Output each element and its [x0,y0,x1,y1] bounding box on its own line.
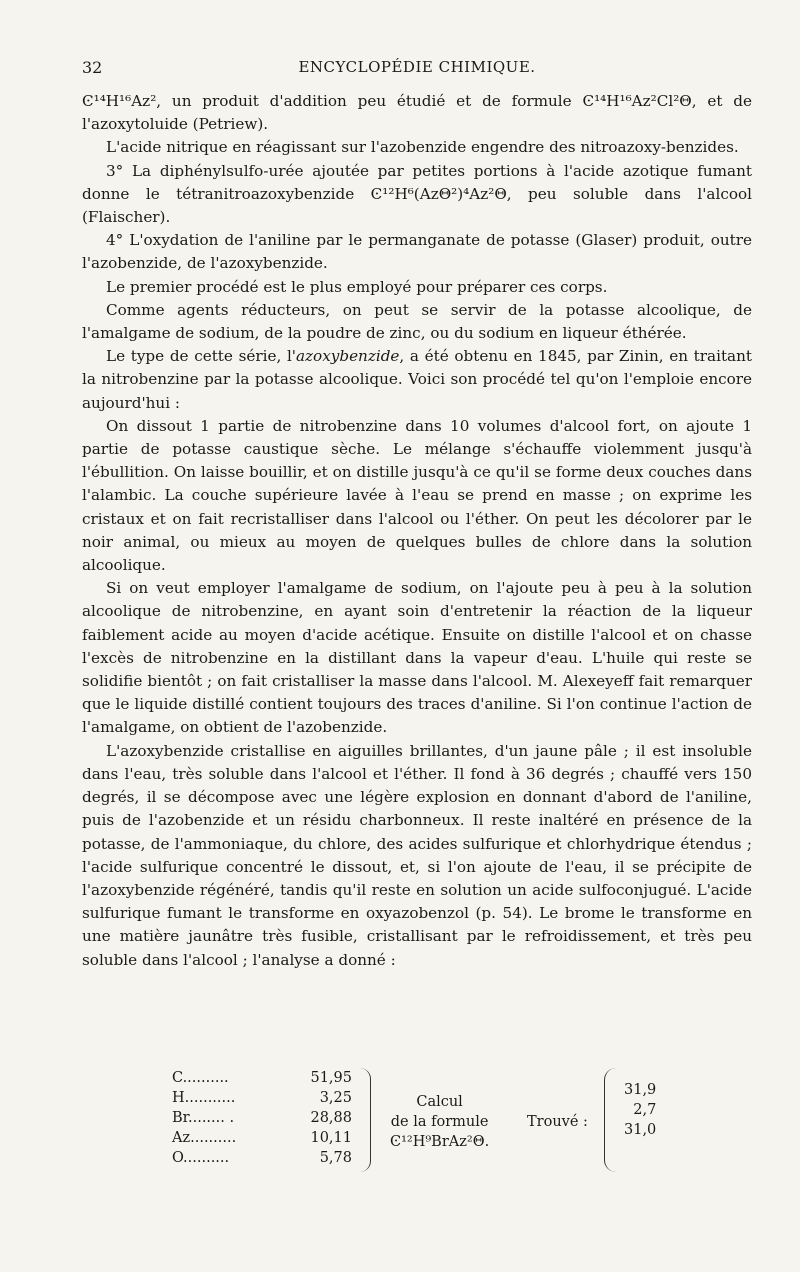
body-text [82,90,752,972]
analysis-row [172,1088,352,1108]
found-value: 2,7 [633,1102,657,1118]
calc-label: Calcul [416,1094,463,1110]
element-value: 28,88 [310,1110,352,1126]
italic-term: azoxybenzide [296,347,400,366]
element-column [172,1068,352,1168]
analysis-row [172,1128,352,1148]
paragraph: Le premier procédé est le plus employé pour préparer ces corps. [106,277,608,296]
running-title: ENCYCLOPÉDIE CHIMIQUE. [298,58,536,76]
page-header [82,58,752,82]
left-paren [604,1068,617,1172]
analysis-row [172,1148,352,1168]
found-value: 31,9 [624,1082,657,1098]
analysis-row [172,1108,352,1128]
element-label: Br........ . [172,1110,235,1126]
element-label: H........... [172,1090,236,1106]
calculated-formula [390,1092,489,1152]
paragraph-text: Le type de cette série, l' [106,347,296,366]
page-number: 32 [82,58,103,77]
element-value: 5,78 [319,1150,352,1166]
element-value: 3,25 [319,1090,352,1106]
paragraph: L'acide nitrique en réagissant sur l'azobenzide engendre des nitroazoxy-benzides. [106,138,739,157]
calc-sublabel: de la formule [390,1114,489,1130]
analysis-table [172,1068,672,1178]
element-label: C.......... [172,1070,229,1086]
paragraph [82,345,752,415]
element-label: O.......... [172,1150,230,1166]
paragraph: 4° L'oxydation de l'aniline par le permanganate de potasse (Glaser) produit, outre l'azobenzide, de l'azoxybenzide. [82,231,752,273]
element-value: 10,11 [310,1130,352,1146]
paragraph: 3° La diphénylsulfo-urée ajoutée par petites portions à l'acide azotique fumant donne le tétranitroazoxybenzide Ͼ¹²H⁶(AzΘ²)⁴Az²Θ, peu soluble dans l'alcool (Flaischer). [82,161,752,227]
paragraph: Comme agents réducteurs, on peut se servir de la potasse alcoolique, de l'amalgame de sodium, de la poudre de zinc, ou du sodium en liqueur éthérée. [82,300,752,343]
paragraph: L'azoxybenzide cristallise en aiguilles brillantes, d'un jaune pâle ; il est insoluble dans l'eau, très soluble dans l'alcool et l'éther. Il fond à 36 degrés ; chauffé vers 150 degrés, il se décompose avec une légère explosion en donnant d'abord de l'aniline, puis de l'azobenzide et un résidu charbonneux. Il reste inaltéré en présence de la potasse, de l'ammoniaque, du chlore, des acides sulfurique et chlorhydrique étendus ; l'acide sulfurique concentré le dissout, et, si l'on ajoute de l'eau, il se précipite de l'azoxybenzide régénéré, tandis qu'il reste en solution un acide sulfoconjugué. L'acide sulfurique fumant le transforme en oxyazobenzol (p. 54). Le brome le transforme en une matière jaunâtre très fusible, cristallisant par le refroidissement, et très peu soluble dans l'alcool ; l'analyse a donné : [82,741,752,969]
right-brace [360,1068,371,1172]
paragraph-text: , a été obtenu en 1845, par Zinin, en traitant la nitrobenzine par la potasse alcoolique. Voici son procédé tel qu'on l'emploie encore aujourd'hui : [82,347,752,412]
found-value: 31,0 [624,1122,657,1138]
analysis-row [172,1068,352,1088]
paragraph: Ͼ¹⁴H¹⁶Az², un produit d'addition peu étudié et de formule Ͼ¹⁴H¹⁶Az²Cl²Θ, et de l'azoxytoluide (Petriew). [82,92,752,134]
element-value: 51,95 [310,1070,352,1086]
found-values [624,1080,656,1140]
paragraph: Si on veut employer l'amalgame de sodium, on l'ajoute peu à peu à la solution alcoolique de nitrobenzine, en ayant soin d'entretenir la réaction de la liqueur faiblement acide au moyen d'acide acétique. Ensuite on distille l'alcool et on chasse l'excès de nitrobenzine en la distillant dans la vapeur d'eau. L'huile qui reste se solidifie bientôt ; on fait cristalliser la masse dans l'alcool. M. Alexeyeff fait remarquer que le liquide distillé contient toujours des traces d'aniline. Si l'on continue l'action de l'amalgame, on obtient de l'azobenzide. [82,579,752,737]
element-label: Az.......... [172,1130,237,1146]
paragraph: On dissout 1 partie de nitrobenzine dans 10 volumes d'alcool fort, on ajoute 1 partie de potasse caustique sèche. Le mélange s'échauffe violemment jusqu'à l'ébullition. On laisse bouillir, et on distille jusqu'à ce qu'il se forme deux couches dans l'alambic. La couche supérieure lavée à l'eau se prend en masse ; on exprime les cristaux et on fait recristalliser dans l'alcool ou l'éther. On peut les décolorer par le noir animal, ou mieux au moyen de quelques bulles de chlore dans la solution alcoolique. [82,416,752,575]
found-label: Trouvé : [527,1114,588,1130]
calc-formula: Ͼ¹²H⁹BrAz²Θ. [390,1134,490,1150]
